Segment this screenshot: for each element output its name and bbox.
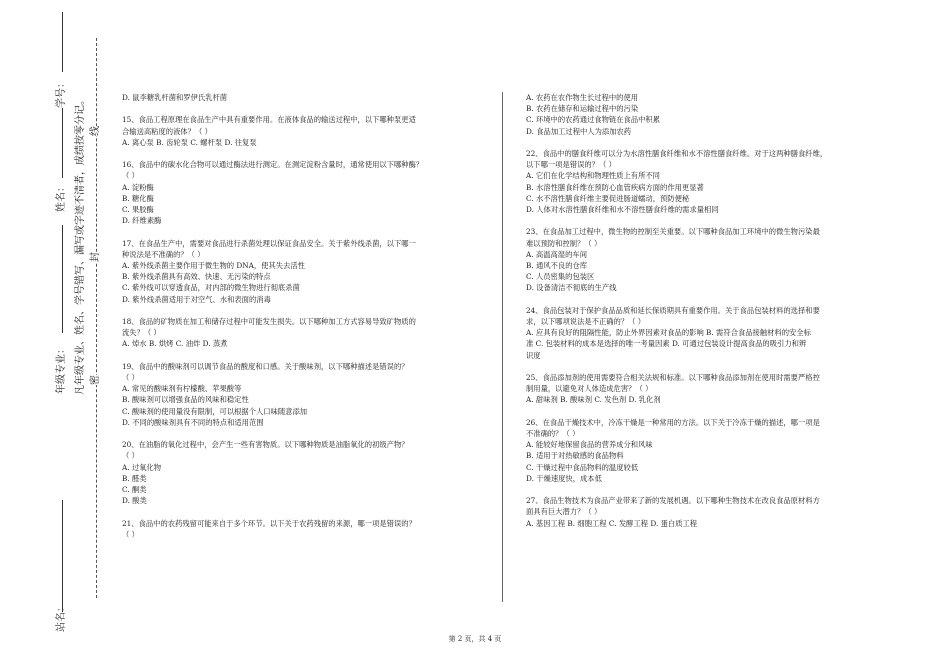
question-line: D. 人体对水溶性膳食纤维和水不溶性膳食纤维的需求量相同: [526, 205, 719, 215]
line-gap: [122, 226, 480, 237]
line-gap: [122, 428, 480, 439]
question-line: C. 果胶酶: [122, 205, 154, 214]
question-line: A. 紫外线杀菌主要作用于微生物的 DNA，使其失去活性: [122, 261, 305, 270]
name-label: 姓名：: [56, 182, 67, 212]
page-footer: 第 2 页，共 4 页: [448, 635, 502, 643]
question-line: D. 紫外线杀菌适用于对空气、水和表面的消毒: [122, 294, 271, 304]
line-gap: [526, 484, 898, 495]
question-line: 不准确的？（ ）: [526, 429, 580, 439]
question-line: B. 适用于对热敏感的食品物料: [526, 451, 624, 461]
question-line: 难以预防和控制？（ ）: [526, 238, 602, 248]
question-line: B. 水溶性膳食纤维在预防心血管疾病方面的作用更显著: [526, 182, 704, 192]
question-line: 求，以下哪项说法是不正确的？（ ）: [526, 317, 646, 327]
id-label: 学号：: [56, 78, 67, 108]
question-line: C. 水不溶性膳食纤维主要促进肠道蠕动，预防便秘: [526, 193, 690, 203]
question-line: A. 焯水 B. 烘烤 C. 油炸 D. 蒸煮: [122, 339, 228, 349]
question-line: D. 鼠李糖乳杆菌和罗伊氏乳杆菌: [122, 93, 228, 102]
question-line: D. 食品加工过程中人为添加农药: [526, 126, 632, 136]
line-gap: [122, 350, 480, 361]
school-underline: [62, 500, 63, 612]
question-line: 种说法是不准确的？（ ）: [122, 249, 205, 259]
question-line: 合输送高粘度的液体？（ ）: [122, 126, 212, 136]
question-line: 19、食品中的酸味剂可以调节食品的酸度和口感。关于酸味剂，以下哪种描述是错误的？: [122, 361, 409, 371]
question-line: B. 通风不良的仓库: [526, 261, 588, 271]
question-line: B. 酸味剂可以增强食品的风味和稳定性: [122, 395, 249, 405]
question-line: 流失？（ ）: [122, 328, 161, 338]
line-gap: [526, 406, 898, 417]
cut-line: [96, 38, 97, 598]
question-line: A. 离心泵 B. 齿轮泵 C. 螺杆泵 D. 往复泵: [122, 137, 257, 147]
mark-xian: 线: [90, 126, 101, 136]
question-line: D. 纤维素酶: [122, 216, 162, 226]
question-line: 识度: [526, 350, 541, 360]
question-line: 27、食品生物技术为食品产业带来了新的发展机遇。以下哪种生物技术在改良食品原材料方: [526, 496, 820, 506]
question-line: A. 农药在农作物生长过程中的使用: [526, 93, 639, 102]
question-line: 17、在食品生产中，需要对食品进行杀菌处理以保证食品安全。关于紫外线杀菌，以下哪一: [122, 238, 416, 248]
question-line: A. 高温高湿的车间: [526, 249, 587, 259]
question-line: （ ）: [122, 451, 139, 461]
question-line: D. 不同的酸味剂具有不同的特点和适用范围: [122, 417, 264, 427]
binding-instruction: 凡年级专业、姓名、学号错写、漏写或字迹不清者，成绩按零分记。: [75, 95, 86, 395]
question-line: 面具有巨大潜力？（ ）: [526, 507, 602, 517]
name-underline: [62, 108, 63, 178]
question-line: D. 设备清洁不彻底的生产线: [526, 283, 617, 293]
question-line: A. 常见的酸味剂有柠檬酸、苹果酸等: [122, 384, 242, 394]
question-line: 18、食品的矿物质在加工和储存过程中可能发生损失。以下哪种加工方式容易导致矿物质的: [122, 317, 416, 326]
question-line: 23、在食品加工过程中，微生物的控制至关重要。以下哪种食品加工环境中的微生物污染最: [526, 227, 820, 237]
question-line: 24、食品包装对于保护食品品质和延长保质期具有重要作用。关于食品包装材料的选择和要: [526, 305, 820, 315]
question-line: （ ）: [122, 171, 139, 181]
grade-label: 年级专业：: [56, 344, 67, 394]
question-line: C. 酸味剂的使用量没有限制，可以根据个人口味随意添加: [122, 406, 308, 416]
question-line: （ ）: [122, 529, 139, 539]
question-line: D. 酸类: [122, 496, 147, 506]
question-line: 16、食品中的碳水化合物可以通过酶法进行测定。在测定淀粉含量时，通常使用以下哪种酶？: [122, 160, 424, 170]
question-line: A. 基因工程 B. 细胞工程 C. 发酵工程 D. 蛋白质工程: [526, 518, 698, 528]
line-gap: [122, 305, 480, 316]
line-gap: [122, 506, 480, 517]
question-line: A. 能较好地保留食品的营养成分和风味: [526, 440, 653, 450]
question-line: 15、食品工程原理在食品生产中具有重要作用。在液体食品的输送过程中，以下哪种泵更适: [122, 115, 416, 125]
question-line: C. 环境中的农药通过食物链在食品中积累: [526, 115, 661, 125]
column-divider: [502, 92, 503, 602]
question-line: 准 C. 包装材料的成本是选择的唯一考量因素 D. 可通过包装设计提高食品的吸引力和辨: [526, 339, 807, 349]
question-line: D. 干燥速度快，成本低: [526, 473, 602, 483]
line-gap: [526, 361, 898, 372]
question-line: 20、在油脂的氧化过程中，会产生一些有害物质。以下哪种物质是油脂氧化的初级产物？: [122, 440, 409, 450]
line-gap: [122, 148, 480, 159]
grade-underline: [62, 225, 63, 333]
question-line: 22、食品中的膳食纤维可以分为水溶性膳食纤维和水不溶性膳食纤维。对于这两种膳食纤维，: [526, 149, 828, 158]
question-line: A. 应具有良好的阻隔性能，防止外界因素对食品的影响 B. 需符合食品接触材料的安全标: [526, 328, 811, 338]
right-question-column: [526, 92, 898, 529]
question-line: 制用量，以避免对人体造成危害？（ ）: [526, 384, 653, 394]
question-line: 26、在食品干燥技术中，冷冻干燥是一种常用的方法。以下关于冷冻干燥的描述，哪一项是: [526, 417, 820, 427]
binding-margin: [0, 0, 110, 672]
question-line: C. 干燥过程中食品物料的温度较低: [526, 462, 639, 472]
question-line: B. 紫外线杀菌具有高效、快速、无污染的特点: [122, 272, 271, 282]
question-line: 以下哪一项是错误的？（ ）: [526, 160, 616, 170]
question-line: A. 甜味剂 B. 酸味剂 C. 发色剂 D. 乳化剂: [526, 395, 661, 405]
question-line: （ ）: [122, 373, 139, 382]
question-line: B. 糖化酶: [122, 193, 154, 203]
question-line: A. 它们在化学结构和物理性质上有所不同: [526, 171, 660, 181]
mark-mi: 密: [90, 375, 101, 385]
left-question-column: [122, 92, 480, 540]
question-line: B. 农药在储存和运输过程中的污染: [526, 104, 639, 114]
id-underline: [62, 12, 63, 72]
question-line: A. 过氧化物: [122, 462, 162, 472]
question-line: 21、食品中的农药残留可能来自于多个环节。以下关于农药残留的来源，哪一项是错误的？: [122, 518, 416, 528]
mark-feng: 封: [90, 252, 101, 262]
question-line: C. 人员密集的包装区: [526, 272, 595, 282]
line-gap: [526, 294, 898, 305]
question-line: C. 紫外线可以穿透食品，对内部的微生物进行彻底杀菌: [122, 283, 300, 293]
line-gap: [526, 215, 898, 226]
question-line: A. 淀粉酶: [122, 182, 154, 192]
question-line: 25、食品添加剂的使用需要符合相关法规和标准。以下哪种食品添加剂在使用时需要严格控: [526, 373, 820, 383]
question-line: B. 醛类: [122, 473, 147, 483]
question-line: C. 酮类: [122, 485, 147, 495]
school-label: 站名：: [56, 602, 67, 632]
line-gap: [122, 103, 480, 114]
line-gap: [526, 137, 898, 148]
